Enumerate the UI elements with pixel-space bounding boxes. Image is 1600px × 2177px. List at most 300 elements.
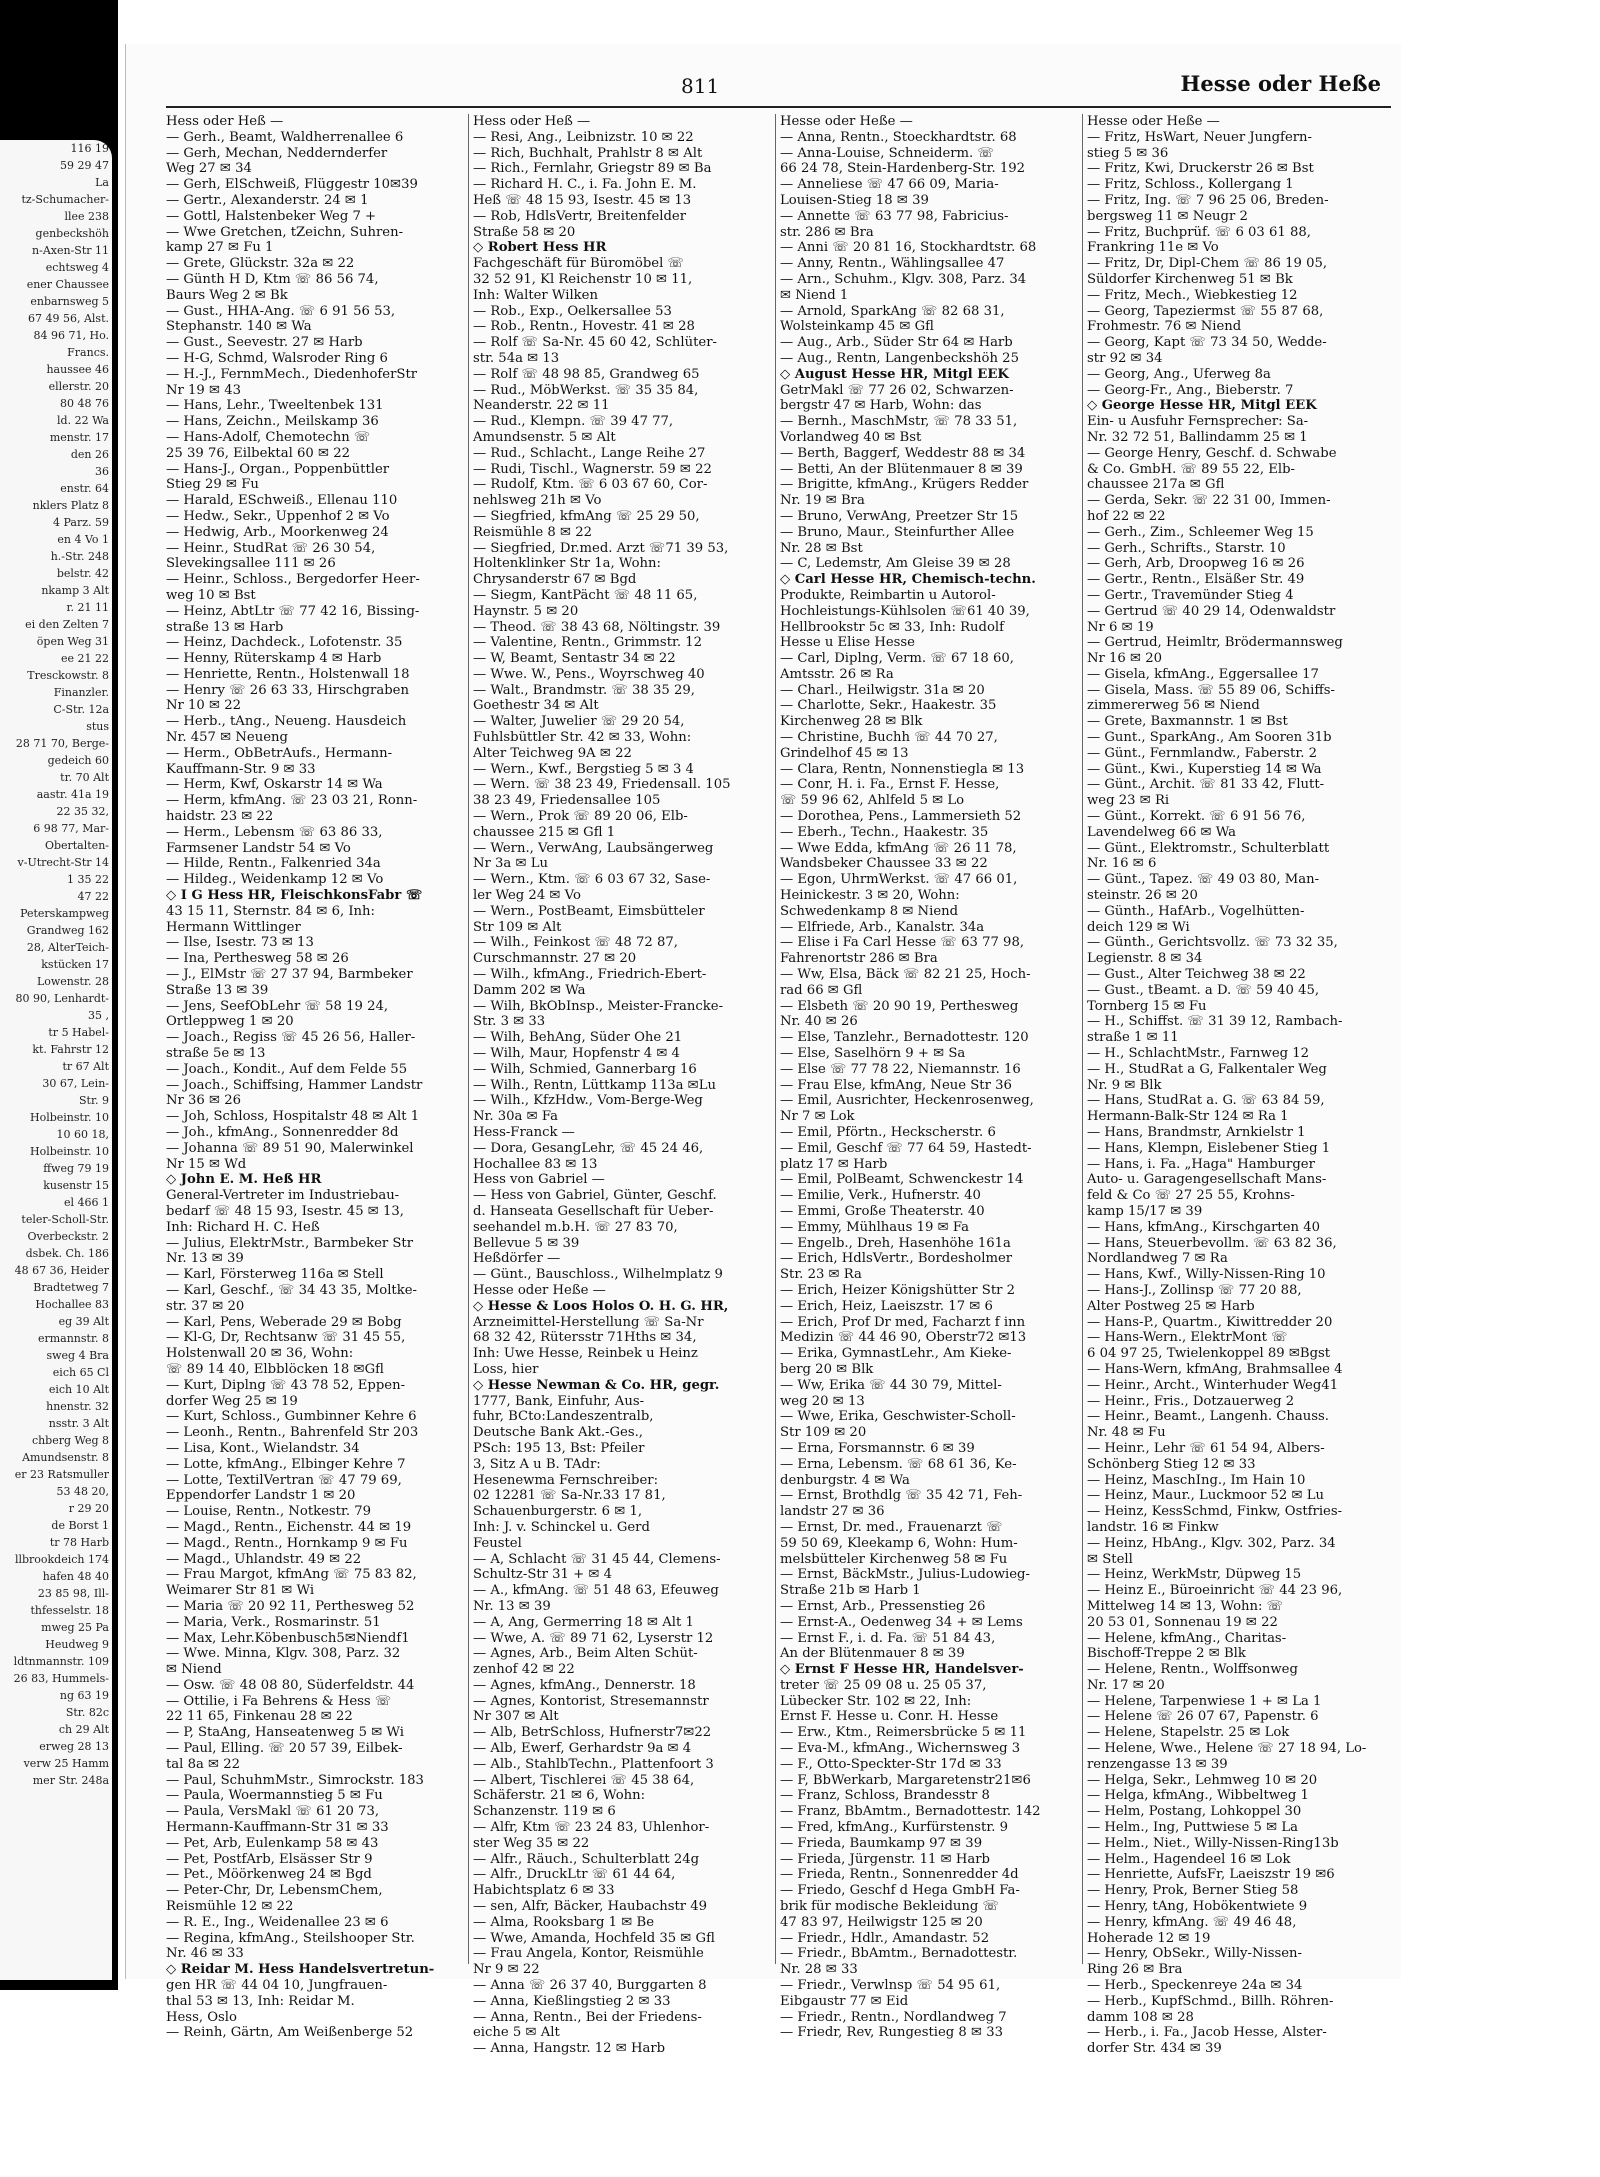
directory-entry-line: bergstr 47 ✉ Harb, Wohn: das xyxy=(780,398,982,414)
directory-entry-line: — Ernst, Arb., Pressenstieg 26 xyxy=(780,1598,986,1614)
directory-entry-line: — Wilh., kfmAng., Friedrich-Ebert- xyxy=(473,967,707,983)
directory-entry-line: weg 23 ✉ Ri xyxy=(1087,793,1170,809)
facing-page-line: 4 Parz. 59 xyxy=(52,516,109,529)
directory-entry-line: deich 129 ✉ Wi xyxy=(1087,919,1190,935)
facing-page-line: La xyxy=(95,176,109,189)
directory-entry-line: — Wilh, BehAng, Süder Ohe 21 xyxy=(473,1030,683,1046)
directory-entry-line: Holtenklinker Str 1a, Wohn: xyxy=(473,556,661,572)
directory-entry-line: — Helm., Hagendeel 16 ✉ Lok xyxy=(1087,1851,1291,1867)
directory-entry-line: — Heinz, AbtLtr ☏ 77 42 16, Bissing- xyxy=(166,603,420,619)
directory-entry-line: — Friedr, Rev, Rungestieg 8 ✉ 33 xyxy=(780,2025,1004,2041)
facing-page-line: ermannstr. 8 xyxy=(37,1332,109,1345)
directory-entry-line: — Wern. ☏ 38 23 49, Friedensall. 105 xyxy=(473,777,731,793)
facing-page-line: Tresckowstr. 8 xyxy=(27,669,109,682)
directory-entry-line: — Lisa, Kont., Wielandstr. 34 xyxy=(166,1440,360,1456)
directory-entry-line: — Lotte, kfmAng., Elbinger Kehre 7 xyxy=(166,1456,406,1472)
directory-entry-line: str. 286 ✉ Bra xyxy=(780,224,874,240)
directory-entry-line: Hermann-Balk-Str 124 ✉ Ra 1 xyxy=(1087,1109,1289,1125)
facing-page-line: Amundsenstr. 8 xyxy=(22,1451,109,1464)
directory-entry-line: — Maria ☏ 20 92 11, Perthesweg 52 xyxy=(166,1598,415,1614)
directory-entry-line: Nr. 457 ✉ Neueng xyxy=(166,730,288,746)
facing-page-line: aastr. 41a 19 xyxy=(36,788,109,801)
directory-entry-line: — Gertr., Alexanderstr. 24 ✉ 1 xyxy=(166,192,369,208)
facing-page-line: eich 65 Cl xyxy=(52,1366,109,1379)
directory-entry-line: — Georg, Kapt ☏ 73 34 50, Wedde- xyxy=(1087,335,1327,351)
directory-entry-line: — W, Beamt, Sentastr 34 ✉ 22 xyxy=(473,651,676,667)
directory-entry-line: — Günt., Fernmlandw., Faberstr. 2 xyxy=(1087,745,1317,761)
directory-entry-line: Straße 21b ✉ Harb 1 xyxy=(780,1583,921,1599)
directory-entry-line: Straße 58 ✉ 20 xyxy=(473,224,576,240)
directory-entry-line: — Eva-M., kfmAng., Wichernsweg 3 xyxy=(780,1741,1021,1757)
directory-entry-line: rad 66 ✉ Gfl xyxy=(780,982,863,998)
directory-entry-line: — Gerh., Schrifts., Starstr. 10 xyxy=(1087,540,1286,556)
directory-entry-line: — Erich, Heiz, Laeiszstr. 17 ✉ 6 xyxy=(780,1298,993,1314)
directory-entry-line: — Emil, Pförtn., Heckscherstr. 6 xyxy=(780,1125,996,1140)
directory-entry-line: — Heinr., Archt., Winterhuder Weg41 xyxy=(1087,1377,1339,1393)
directory-entry-line: Str. 23 ✉ Ra xyxy=(780,1267,862,1283)
directory-entry-line: — Gerh., Zim., Schleemer Weg 15 xyxy=(1087,524,1314,540)
directory-entry-line: Produkte, Reimbartin u Autorol- xyxy=(780,587,996,603)
directory-entry-line: — Heinz, Maur., Luckmoor 52 ✉ Lu xyxy=(1087,1488,1324,1504)
directory-entry-line: 38 23 49, Friedensallee 105 xyxy=(473,793,661,809)
directory-entry-line: Nr 36 ✉ 26 xyxy=(166,1093,242,1109)
directory-entry-line: — Frieda, Rentn., Sonnenredder 4d xyxy=(780,1867,1019,1883)
directory-entry-line: — J., ElMstr ☏ 27 37 94, Barmbeker xyxy=(166,967,413,983)
column-3 xyxy=(780,114,1070,2041)
directory-entry-line: — Fritz, HsWart, Neuer Jungfern- xyxy=(1087,129,1312,145)
directory-entry-line: Hesse oder Heße — xyxy=(780,114,913,129)
facing-page-line: ldtnmannstr. 109 xyxy=(13,1655,109,1668)
directory-entry-line: — Peter-Chr, Dr, LebensmChem, xyxy=(166,1883,383,1899)
facing-page-line: gedeich 60 xyxy=(47,754,109,767)
directory-entry-line: ☏ 89 14 40, Elbblöcken 18 ✉Gfl xyxy=(166,1361,384,1377)
directory-entry-line: Nr. 48 ✉ Fu xyxy=(1087,1425,1166,1441)
directory-entry-line: Heß ☏ 48 15 93, Isestr. 45 ✉ 13 xyxy=(473,192,692,208)
directory-entry-line: — Herb., i. Fa., Jacob Hesse, Alster- xyxy=(1087,2025,1327,2041)
directory-entry-line: Legienstr. 8 ✉ 34 xyxy=(1087,951,1203,967)
directory-entry-line: — Helene, Rentn., Wolffsonweg xyxy=(1087,1662,1298,1678)
directory-entry-line: — Wilh., KfzHdw., Vom-Berge-Weg xyxy=(473,1093,703,1109)
directory-entry-line: 47 83 97, Heilwigstr 125 ✉ 20 xyxy=(780,1914,983,1930)
directory-entry-line: — Helene, Wwe., Helene ☏ 27 18 94, Lo- xyxy=(1087,1741,1367,1757)
directory-entry-line: — Charl., Heilwigstr. 31a ✉ 20 xyxy=(780,682,985,698)
facing-page-line: hnenstr. 32 xyxy=(46,1400,109,1413)
directory-page xyxy=(125,44,1401,2057)
directory-entry-line: — Wern., Ktm. ☏ 6 03 67 32, Sase- xyxy=(473,872,711,888)
directory-entry-line: Stieg 29 ✉ Fu xyxy=(166,477,259,493)
facing-page-line: Str. 9 xyxy=(79,1094,109,1107)
directory-entry-line: Nordlandweg 7 ✉ Ra xyxy=(1087,1251,1228,1267)
directory-entry-line: Nr. 30a ✉ Fa xyxy=(473,1109,558,1125)
directory-entry-line: — Egon, UhrmWerkst. ☏ 47 66 01, xyxy=(780,872,1018,888)
directory-entry-line: — Henry, ObSekr., Willy-Nissen- xyxy=(1087,1946,1303,1962)
directory-entry-line: dorfer Weg 25 ✉ 19 xyxy=(166,1393,298,1409)
directory-entry-line: — Else, Tanzlehr., Bernadottestr. 120 xyxy=(780,1030,1029,1046)
directory-entry-line: — Julius, ElektrMstr., Barmbeker Str xyxy=(166,1235,414,1251)
directory-entry-line: — Joach., Regiss ☏ 45 26 56, Haller- xyxy=(166,1030,416,1046)
facing-page-line: eg 39 Alt xyxy=(58,1315,109,1328)
column-4 xyxy=(1087,114,1377,2057)
facing-page-line: 116 19 xyxy=(70,142,109,155)
directory-entry-line: — Erika, GymnastLehr., Am Kieke- xyxy=(780,1346,1012,1362)
directory-entry-line: Fahrenortstr 286 ✉ Bra xyxy=(780,951,938,967)
directory-entry-line: — Wwe Gretchen, tZeichn, Suhren- xyxy=(166,224,404,240)
directory-entry-line: Goethestr 34 ✉ Alt xyxy=(473,698,599,714)
facing-page-line: r 29 20 xyxy=(68,1502,109,1515)
directory-entry-line: kamp 27 ✉ Fu 1 xyxy=(166,240,274,256)
directory-entry-line: — Ernst, Dr. med., Frauenarzt ☏ xyxy=(780,1519,1003,1535)
directory-entry-line: — Magd., Rentn., Eichenstr. 44 ✉ 19 xyxy=(166,1519,412,1535)
directory-entry-line: — Emil, PolBeamt, Schwenckestr 14 xyxy=(780,1172,1024,1188)
facing-page-line: 28 71 70, Berge- xyxy=(15,737,109,750)
directory-entry-line: — Gisela, kfmAng., Eggersallee 17 xyxy=(1087,666,1319,682)
directory-entry-line: Reismühle 12 ✉ 22 xyxy=(166,1899,294,1915)
directory-entry-line: — P, StaAng, Hanseatenweg 5 ✉ Wi xyxy=(166,1725,404,1741)
directory-entry-line: — Fritz, Schloss., Kollergang 1 xyxy=(1087,177,1294,193)
directory-entry-line: — Rich., Fernlahr, Griegstr 89 ✉ Ba xyxy=(473,161,712,177)
directory-entry-line: — H., StudRat a G, Falkentaler Weg xyxy=(1087,1061,1327,1077)
directory-entry-line: — Valentine, Rentn., Grimmstr. 12 xyxy=(473,635,703,651)
facing-page-line: nklers Platz 8 xyxy=(32,499,109,512)
facing-page-line: nsstr. 3 Alt xyxy=(48,1417,109,1430)
directory-entry-line: Eibgaustr 77 ✉ Eid xyxy=(780,1993,909,2009)
directory-entry-line: ✉ Stell xyxy=(1087,1551,1133,1567)
directory-entry-line: — Anna, Rentn., Bei der Friedens- xyxy=(473,2009,702,2025)
directory-entry-line: 59 50 69, Kleekamp 6, Wohn: Hum- xyxy=(780,1535,1018,1551)
directory-entry-line: Nr. 9 ✉ Blk xyxy=(1087,1077,1162,1093)
directory-entry-line: — Gust., Alter Teichweg 38 ✉ 22 xyxy=(1087,967,1306,983)
directory-entry-line: — Gisela, Mass. ☏ 55 89 06, Schiffs- xyxy=(1087,682,1335,698)
facing-page-line: belstr. 42 xyxy=(56,567,109,580)
directory-entry-line: — R. E., Ing., Weidenallee 23 ✉ 6 xyxy=(166,1914,389,1930)
directory-entry-line: ◇ John E. M. Heß HR xyxy=(166,1172,322,1188)
directory-entry-line: — Grete, Glückstr. 32a ✉ 22 xyxy=(166,256,355,272)
directory-entry-line: Weg 27 ✉ 34 xyxy=(166,161,252,177)
facing-page-line: Hochallee 83 xyxy=(35,1298,109,1311)
directory-entry-line: — Rob., Rentn., Hovestr. 41 ✉ 28 xyxy=(473,319,695,335)
directory-entry-line: — Helga, Sekr., Lehmweg 10 ✉ 20 xyxy=(1087,1772,1318,1788)
directory-entry-line: — Pet., Möörkenweg 24 ✉ Bgd xyxy=(166,1867,372,1883)
directory-entry-line: Hochleistungs-Kühlsolen ☏61 40 39, xyxy=(780,603,1030,619)
directory-entry-line: GetrMakl ☏ 77 26 02, Schwarzen- xyxy=(780,382,1014,398)
directory-entry-line: — Wwe. Minna, Klgv. 308, Parz. 32 xyxy=(166,1646,401,1662)
directory-entry-line: — Friedr., Verwlnsp ☏ 54 95 61, xyxy=(780,1978,1001,1994)
facing-page-line: den 26 xyxy=(70,448,109,461)
directory-entry-line: Hess oder Heß — xyxy=(166,114,284,129)
directory-entry-line: — Henry, kfmAng. ☏ 49 46 48, xyxy=(1087,1914,1297,1930)
directory-entry-line: — Hans, Lehr., Tweeltenbek 131 xyxy=(166,398,384,414)
directory-entry-line: nehlsweg 21h ✉ Vo xyxy=(473,493,602,509)
directory-entry-line: — Wern., Prok ☏ 89 20 06, Elb- xyxy=(473,809,688,825)
directory-entry-line: — C, Ledemstr, Am Gleise 39 ✉ 28 xyxy=(780,556,1011,572)
facing-page-line: ng 63 19 xyxy=(59,1689,109,1702)
directory-entry-line: — Elsbeth ☏ 20 90 19, Perthesweg xyxy=(780,998,1019,1014)
directory-entry-line: — Alb., StahlbTechn., Plattenfoort 3 xyxy=(473,1756,714,1772)
directory-entry-line: — Joach., Kondit., Auf dem Felde 55 xyxy=(166,1061,408,1077)
facing-page-line: 26 83, Hummels- xyxy=(13,1672,109,1685)
directory-entry-line: Nr. 13 ✉ 39 xyxy=(473,1598,551,1614)
directory-entry-line: — Georg-Fr., Ang., Bieberstr. 7 xyxy=(1087,382,1294,398)
directory-entry-line: — Paula, Woermannstieg 5 ✉ Fu xyxy=(166,1788,383,1804)
directory-entry-line: weg 10 ✉ Bst xyxy=(166,587,256,603)
directory-entry-line: — Gunt., SparkAng., Am Sooren 31b xyxy=(1087,730,1332,746)
directory-entry-line: gen HR ☏ 44 04 10, Jungfrauen- xyxy=(166,1978,388,1994)
facing-page-line: menstr. 17 xyxy=(49,431,109,444)
facing-page-line: Bradtetweg 7 xyxy=(33,1281,109,1294)
directory-entry-line: — Helene, Tarpenwiese 1 + ✉ La 1 xyxy=(1087,1693,1322,1709)
facing-page-line: ei den Zelten 7 xyxy=(25,618,109,631)
directory-entry-line: — Günt., Korrekt. ☏ 6 91 56 76, xyxy=(1087,809,1306,825)
directory-entry-line: landstr 27 ✉ 36 xyxy=(780,1504,885,1520)
directory-entry-line: — Ernst F., i. d. Fa. ☏ 51 84 43, xyxy=(780,1630,996,1646)
directory-entry-line: Hess-Franck — xyxy=(473,1125,575,1140)
directory-entry-line: Weimarer Str 81 ✉ Wi xyxy=(166,1583,315,1599)
directory-entry-line: — Albert, Tischlerei ☏ 45 38 64, xyxy=(473,1772,695,1788)
directory-entry-line: fuhr, BCto:Landeszentralb, xyxy=(473,1409,654,1425)
facing-page-line: kusenstr 15 xyxy=(43,1179,109,1192)
directory-entry-line: — Gertr., Travemünder Stieg 4 xyxy=(1087,587,1294,603)
directory-entry-line: Wolsteinkamp 45 ✉ Gfl xyxy=(780,319,934,335)
column-1 xyxy=(166,114,456,2041)
directory-entry-line: d. Hanseata Gesellschaft für Ueber- xyxy=(473,1203,714,1219)
directory-entry-line: — Anneliese ☏ 47 66 09, Maria- xyxy=(780,177,999,193)
directory-entry-line: — Heinr., Fris., Dotzauerweg 2 xyxy=(1087,1393,1295,1409)
directory-entry-line: Nr 307 ✉ Alt xyxy=(473,1709,559,1725)
directory-entry-line: — Helm., Ing, Puttwiese 5 ✉ La xyxy=(1087,1820,1298,1836)
directory-entry-line: — Wwe. W., Pens., Woyrschweg 40 xyxy=(473,666,705,682)
directory-entry-line: Wandsbeker Chaussee 33 ✉ 22 xyxy=(780,856,988,872)
directory-entry-line: — Erich, Prof Dr med, Facharzt f inn xyxy=(780,1314,1026,1330)
directory-entry-line: — Reinh, Gärtn, Am Weißenberge 52 xyxy=(166,2025,414,2041)
directory-entry-line: ◇ I G Hess HR, FleischkonsFabr ☏ xyxy=(166,888,423,904)
directory-entry-line: — Gust., HHA-Ang. ☏ 6 91 56 53, xyxy=(166,303,396,319)
directory-entry-line: — Emil, Geschf ☏ 77 64 59, Hastedt- xyxy=(780,1140,1032,1156)
facing-page-line: Finanzler. xyxy=(53,686,109,699)
directory-entry-line: 3, Sitz A u B. TAdr: xyxy=(473,1456,601,1472)
directory-entry-line: — Carl, Diplng, Verm. ☏ 67 18 60, xyxy=(780,651,1014,667)
directory-entry-line: — Erich, HdlsVertr., Bordesholmer xyxy=(780,1251,1013,1267)
directory-entry-line: — Ww, Erika ☏ 44 30 79, Mittel- xyxy=(780,1377,1002,1393)
directory-entry-line: & Co. GmbH. ☏ 89 55 22, Elb- xyxy=(1087,461,1296,477)
facing-page-line: tr 78 Harb xyxy=(49,1536,109,1549)
directory-entry-line: melsbütteler Kirchenweg 58 ✉ Fu xyxy=(780,1551,1008,1567)
directory-entry-line: — A, Schlacht ☏ 31 45 44, Clemens- xyxy=(473,1551,721,1567)
directory-entry-line: — Agnes, Arb., Beim Alten Schüt- xyxy=(473,1646,698,1662)
directory-entry-line: — Friedo, Geschf d Hega GmbH Fa- xyxy=(780,1883,1020,1899)
directory-entry-line: Hellbrookstr 5c ✉ 33, Inh: Rudolf xyxy=(780,619,1005,635)
directory-entry-line: Str 109 ✉ Alt xyxy=(473,919,562,935)
directory-entry-line: ster Weg 35 ✉ 22 xyxy=(473,1835,590,1851)
directory-entry-line: Hess von Gabriel — xyxy=(473,1172,605,1188)
facing-page-line: ffweg 79 19 xyxy=(43,1162,109,1175)
directory-entry-line: chaussee 215 ✉ Gfl 1 xyxy=(473,824,616,840)
facing-page-line: 67 49 56, Alst. xyxy=(27,312,109,325)
directory-entry-line: Kirchenweg 28 ✉ Blk xyxy=(780,714,923,730)
directory-entry-line: — Betti, An der Blütenmauer 8 ✉ 39 xyxy=(780,461,1023,477)
directory-entry-line: — Pet, PostfArb, Elsässer Str 9 xyxy=(166,1851,373,1867)
directory-entry-line: renzengasse 13 ✉ 39 xyxy=(1087,1756,1228,1772)
directory-entry-line: Alter Postweg 25 ✉ Harb xyxy=(1087,1298,1255,1314)
directory-entry-line: Bischoff-Treppe 2 ✉ Blk xyxy=(1087,1646,1246,1662)
directory-entry-line: Tornberg 15 ✉ Fu xyxy=(1087,998,1207,1014)
directory-entry-line: — Paula, VersMakl ☏ 61 20 73, xyxy=(166,1804,380,1820)
facing-page-line: el 466 1 xyxy=(63,1196,109,1209)
directory-entry-line: — Gerh., Beamt, Waldherrenallee 6 xyxy=(166,129,404,145)
directory-entry-line: — Wern., VerwAng, Laubsängerweg xyxy=(473,840,714,856)
directory-entry-line: — Hedwig, Arb., Moorkenweg 24 xyxy=(166,524,389,540)
directory-entry-line: ◇ Hesse & Loos Holos O. H. G. HR, xyxy=(473,1298,729,1314)
directory-entry-line: — H., Schiffst. ☏ 31 39 12, Rambach- xyxy=(1087,1014,1343,1030)
column-divider xyxy=(1082,114,1083,1964)
directory-entry-line: — Harald, ESchweiß., Ellenau 110 xyxy=(166,493,398,509)
facing-page-line: 80 48 76 xyxy=(60,397,109,410)
facing-page-line: 6 98 77, Mar- xyxy=(33,822,109,835)
directory-entry-line: treter ☏ 25 09 08 u. 25 05 37, xyxy=(780,1677,987,1693)
directory-entry-line: — Emmi, Große Theaterstr. 40 xyxy=(780,1203,985,1219)
directory-entry-line: berg 20 ✉ Blk xyxy=(780,1361,874,1377)
directory-entry-line: Hess oder Heß — xyxy=(473,114,591,129)
directory-entry-line: — Rud., Klempn. ☏ 39 47 77, xyxy=(473,414,674,430)
directory-entry-line: Frohmestr. 76 ✉ Niend xyxy=(1087,319,1242,335)
facing-page-line: enstr. 64 xyxy=(60,482,109,495)
directory-entry-line: Grindelhof 45 ✉ 13 xyxy=(780,745,909,761)
directory-entry-line: — Helene, kfmAng., Charitas- xyxy=(1087,1630,1287,1646)
directory-entry-line: — Heinz, HbAng., Klgv. 302, Parz. 34 xyxy=(1087,1535,1336,1551)
directory-entry-line: — Fritz, Ing. ☏ 7 96 25 06, Breden- xyxy=(1087,192,1329,208)
directory-entry-line: — Erw., Ktm., Reimersbrücke 5 ✉ 11 xyxy=(780,1725,1027,1741)
facing-page-line: hafen 48 40 xyxy=(42,1570,109,1583)
directory-entry-line: — Alfr., Räuch., Schulterblatt 24g xyxy=(473,1851,700,1867)
directory-entry-line: Amundsenstr. 5 ✉ Alt xyxy=(473,429,616,445)
directory-entry-line: Habichtsplatz 6 ✉ 33 xyxy=(473,1883,615,1899)
directory-entry-line: 66 24 78, Stein-Hardenberg-Str. 192 xyxy=(780,161,1026,177)
directory-entry-line: Inh: Uwe Hesse, Reinbek u Heinz xyxy=(473,1346,698,1362)
directory-entry-line: Nr. 28 ✉ 33 xyxy=(780,1962,858,1978)
directory-entry-line: — Henry, tAng, Hobökentwiete 9 xyxy=(1087,1899,1308,1915)
directory-entry-line: — Henry, Prok, Berner Stieg 58 xyxy=(1087,1883,1299,1899)
directory-entry-line: — Gerh, ElSchweiß, Flüggestr 10✉39 xyxy=(166,177,418,193)
directory-entry-line: steinstr. 26 ✉ 20 xyxy=(1087,888,1198,904)
facing-page-line: r. 21 11 xyxy=(66,601,109,614)
directory-entry-line: — Wwe, A. ☏ 89 71 62, Lyserstr 12 xyxy=(473,1630,714,1646)
directory-entry-line: Straße 13 ✉ 39 xyxy=(166,982,269,998)
facing-page-line: öpen Weg 31 xyxy=(36,635,109,648)
directory-entry-line: — Helm., Niet., Willy-Nissen-Ring13b xyxy=(1087,1835,1339,1851)
directory-entry-line: Curschmannstr. 27 ✉ 20 xyxy=(473,951,637,967)
directory-entry-line: Schauenburgerstr. 6 ✉ 1, xyxy=(473,1504,643,1520)
directory-entry-line: thal 53 ✉ 13, Inh: Reidar M. xyxy=(166,1993,355,2009)
facing-page-line: nkamp 3 Alt xyxy=(41,584,109,597)
directory-entry-line: — Emilie, Verk., Hufnerstr. 40 xyxy=(780,1188,981,1204)
facing-page-line: 47 22 xyxy=(77,890,109,903)
directory-entry-line: Schönberg Stieg 12 ✉ 33 xyxy=(1087,1456,1256,1472)
directory-entry-line: Ring 26 ✉ Bra xyxy=(1087,1962,1183,1978)
directory-entry-line: — Wern., Kwf., Bergstieg 5 ✉ 3 4 xyxy=(473,761,694,777)
directory-entry-line: — Franz, BbAmtm., Bernadottestr. 142 xyxy=(780,1804,1041,1820)
directory-entry-line: Nr. 19 ✉ Bra xyxy=(780,493,865,509)
directory-entry-line: — Friedr., Hdlr., Amandastr. 52 xyxy=(780,1930,990,1946)
directory-entry-line: Holstenwall 20 ✉ 36, Wohn: xyxy=(166,1346,354,1362)
directory-entry-line: 1777, Bank, Einfuhr, Aus- xyxy=(473,1393,645,1409)
directory-entry-line: — Gerda, Sekr. ☏ 22 31 00, Immen- xyxy=(1087,493,1331,509)
header-rule xyxy=(166,106,1391,108)
directory-entry-line: — Günt., Archit. ☏ 81 33 42, Flutt- xyxy=(1087,777,1325,793)
facing-page-line: 80 90, Lenhardt- xyxy=(15,992,109,1005)
directory-entry-line: 68 32 42, Rütersstr 71Hths ✉ 34, xyxy=(473,1330,697,1346)
directory-entry-line: Hess, Oslo xyxy=(166,2009,237,2025)
facing-page-line: 1 35 22 xyxy=(67,873,109,886)
directory-entry-line: — Annette ☏ 63 77 98, Fabricius- xyxy=(780,208,1009,224)
directory-entry-line: Schäferstr. 21 ✉ 6, Wohn: xyxy=(473,1788,646,1804)
directory-entry-line: landstr. 16 ✉ Finkw xyxy=(1087,1519,1219,1535)
directory-entry-line: — Kurt, Schloss., Gumbinner Kehre 6 xyxy=(166,1409,417,1425)
column-divider xyxy=(775,114,776,1964)
directory-entry-line: — Günt., Elektromstr., Schulterblatt xyxy=(1087,840,1330,856)
directory-entry-line: — Heinr., Lehr ☏ 61 54 94, Albers- xyxy=(1087,1440,1325,1456)
directory-entry-line: — Wwe, Erika, Geschwister-Scholl- xyxy=(780,1409,1016,1425)
directory-entry-line: ✉ Niend 1 xyxy=(780,287,849,303)
directory-entry-line: Mittelweg 14 ✉ 13, Wohn: ☏ xyxy=(1087,1598,1284,1614)
directory-entry-line: — Paul, Elling. ☏ 20 57 39, Eilbek- xyxy=(166,1741,403,1757)
directory-entry-line: — Arn., Schuhm., Klgv. 308, Parz. 34 xyxy=(780,271,1027,287)
directory-entry-line: — Hans-Wern, kfmAng, Brahmsallee 4 xyxy=(1087,1361,1343,1377)
directory-entry-line: Ein- u Ausfuhr Fernsprecher: Sa- xyxy=(1087,414,1309,430)
directory-entry-line: — Eberh., Techn., Haakestr. 35 xyxy=(780,824,989,840)
directory-entry-line: ◇ Carl Hesse HR, Chemisch-techn. xyxy=(780,572,1036,588)
directory-entry-line: — Herb., KupfSchmd., Billh. Röhren- xyxy=(1087,1993,1334,2009)
directory-entry-line: — Ww, Elsa, Bäck ☏ 82 21 25, Hoch- xyxy=(780,967,1031,983)
directory-entry-line: — Gertrud ☏ 40 29 14, Odenwaldstr xyxy=(1087,603,1336,619)
directory-entry-line: — Gust., tBeamt. a D. ☏ 59 40 45, xyxy=(1087,982,1320,998)
facing-page-line: Grandweg 162 xyxy=(26,924,109,937)
directory-entry-line: — Frieda, Baumkamp 97 ✉ 39 xyxy=(780,1835,983,1851)
directory-entry-line: — Hedw., Sekr., Uppenhof 2 ✉ Vo xyxy=(166,508,390,524)
directory-entry-line: — Günt., Tapez. ☏ 49 03 80, Man- xyxy=(1087,872,1320,888)
directory-entry-line: — Ernst, Brothdlg ☏ 35 42 71, Feh- xyxy=(780,1488,1023,1504)
directory-entry-line: Ortleppweg 1 ✉ 20 xyxy=(166,1014,294,1030)
directory-entry-line: dorfer Str. 434 ✉ 39 xyxy=(1087,2041,1222,2057)
facing-page-line: llbrookdeich 174 xyxy=(14,1553,109,1566)
directory-entry-line: — Wern., PostBeamt, Eimsbütteler xyxy=(473,903,705,919)
directory-entry-line: 22 11 65, Finkenau 28 ✉ 22 xyxy=(166,1709,353,1725)
directory-entry-line: — Friedr., BbAmtm., Bernadottestr. xyxy=(780,1946,1018,1962)
directory-entry-line: Ernst F. Hesse u. Conr. H. Hesse xyxy=(780,1709,999,1725)
directory-entry-line: — Arnold, SparkAng ☏ 82 68 31, xyxy=(780,303,1005,319)
directory-entry-line: — Osw. ☏ 48 08 80, Süderfeldstr. 44 xyxy=(166,1677,415,1693)
directory-entry-line: — sen, Alfr, Bäcker, Haubachstr 49 xyxy=(473,1899,708,1915)
facing-page-line: Peterskampweg xyxy=(20,907,109,920)
directory-entry-line: PSch: 195 13, Bst: Pfeiler xyxy=(473,1440,645,1456)
facing-page-line: genbeckshöh xyxy=(35,227,109,240)
directory-entry-line: — Alma, Rooksbarg 1 ✉ Be xyxy=(473,1914,654,1930)
directory-entry-line: — Gerh, Arb, Droopweg 16 ✉ 26 xyxy=(1087,556,1305,572)
facing-page-line: 84 96 71, Ho. xyxy=(33,329,109,342)
column-divider xyxy=(468,114,469,1964)
facing-page-line: ellerstr. 20 xyxy=(48,380,109,393)
directory-entry-line: — Kl-G, Dr, Rechtsanw ☏ 31 45 55, xyxy=(166,1330,406,1346)
facing-page-line: tr 5 Habel- xyxy=(48,1026,109,1039)
directory-entry-line: — Herm., Lebensm ☏ 63 86 33, xyxy=(166,824,383,840)
directory-entry-line: Hermann Wittlinger xyxy=(166,919,301,935)
directory-entry-line: — Hans, StudRat a. G. ☏ 63 84 59, xyxy=(1087,1093,1325,1109)
directory-entry-line: — Rob, HdlsVertr, Breitenfelder xyxy=(473,208,687,224)
facing-page-line: enbarnsweg 5 xyxy=(30,295,109,308)
directory-entry-line: — Frieda, Jürgenstr. 11 ✉ Harb xyxy=(780,1851,990,1867)
directory-entry-line: seehandel m.b.H. ☏ 27 83 70, xyxy=(473,1219,678,1235)
directory-entry-line: Inh: J. v. Schinckel u. Gerd xyxy=(473,1519,650,1535)
directory-entry-line: hof 22 ✉ 22 xyxy=(1087,508,1166,524)
directory-entry-line: straße 5e ✉ 13 xyxy=(166,1046,266,1062)
